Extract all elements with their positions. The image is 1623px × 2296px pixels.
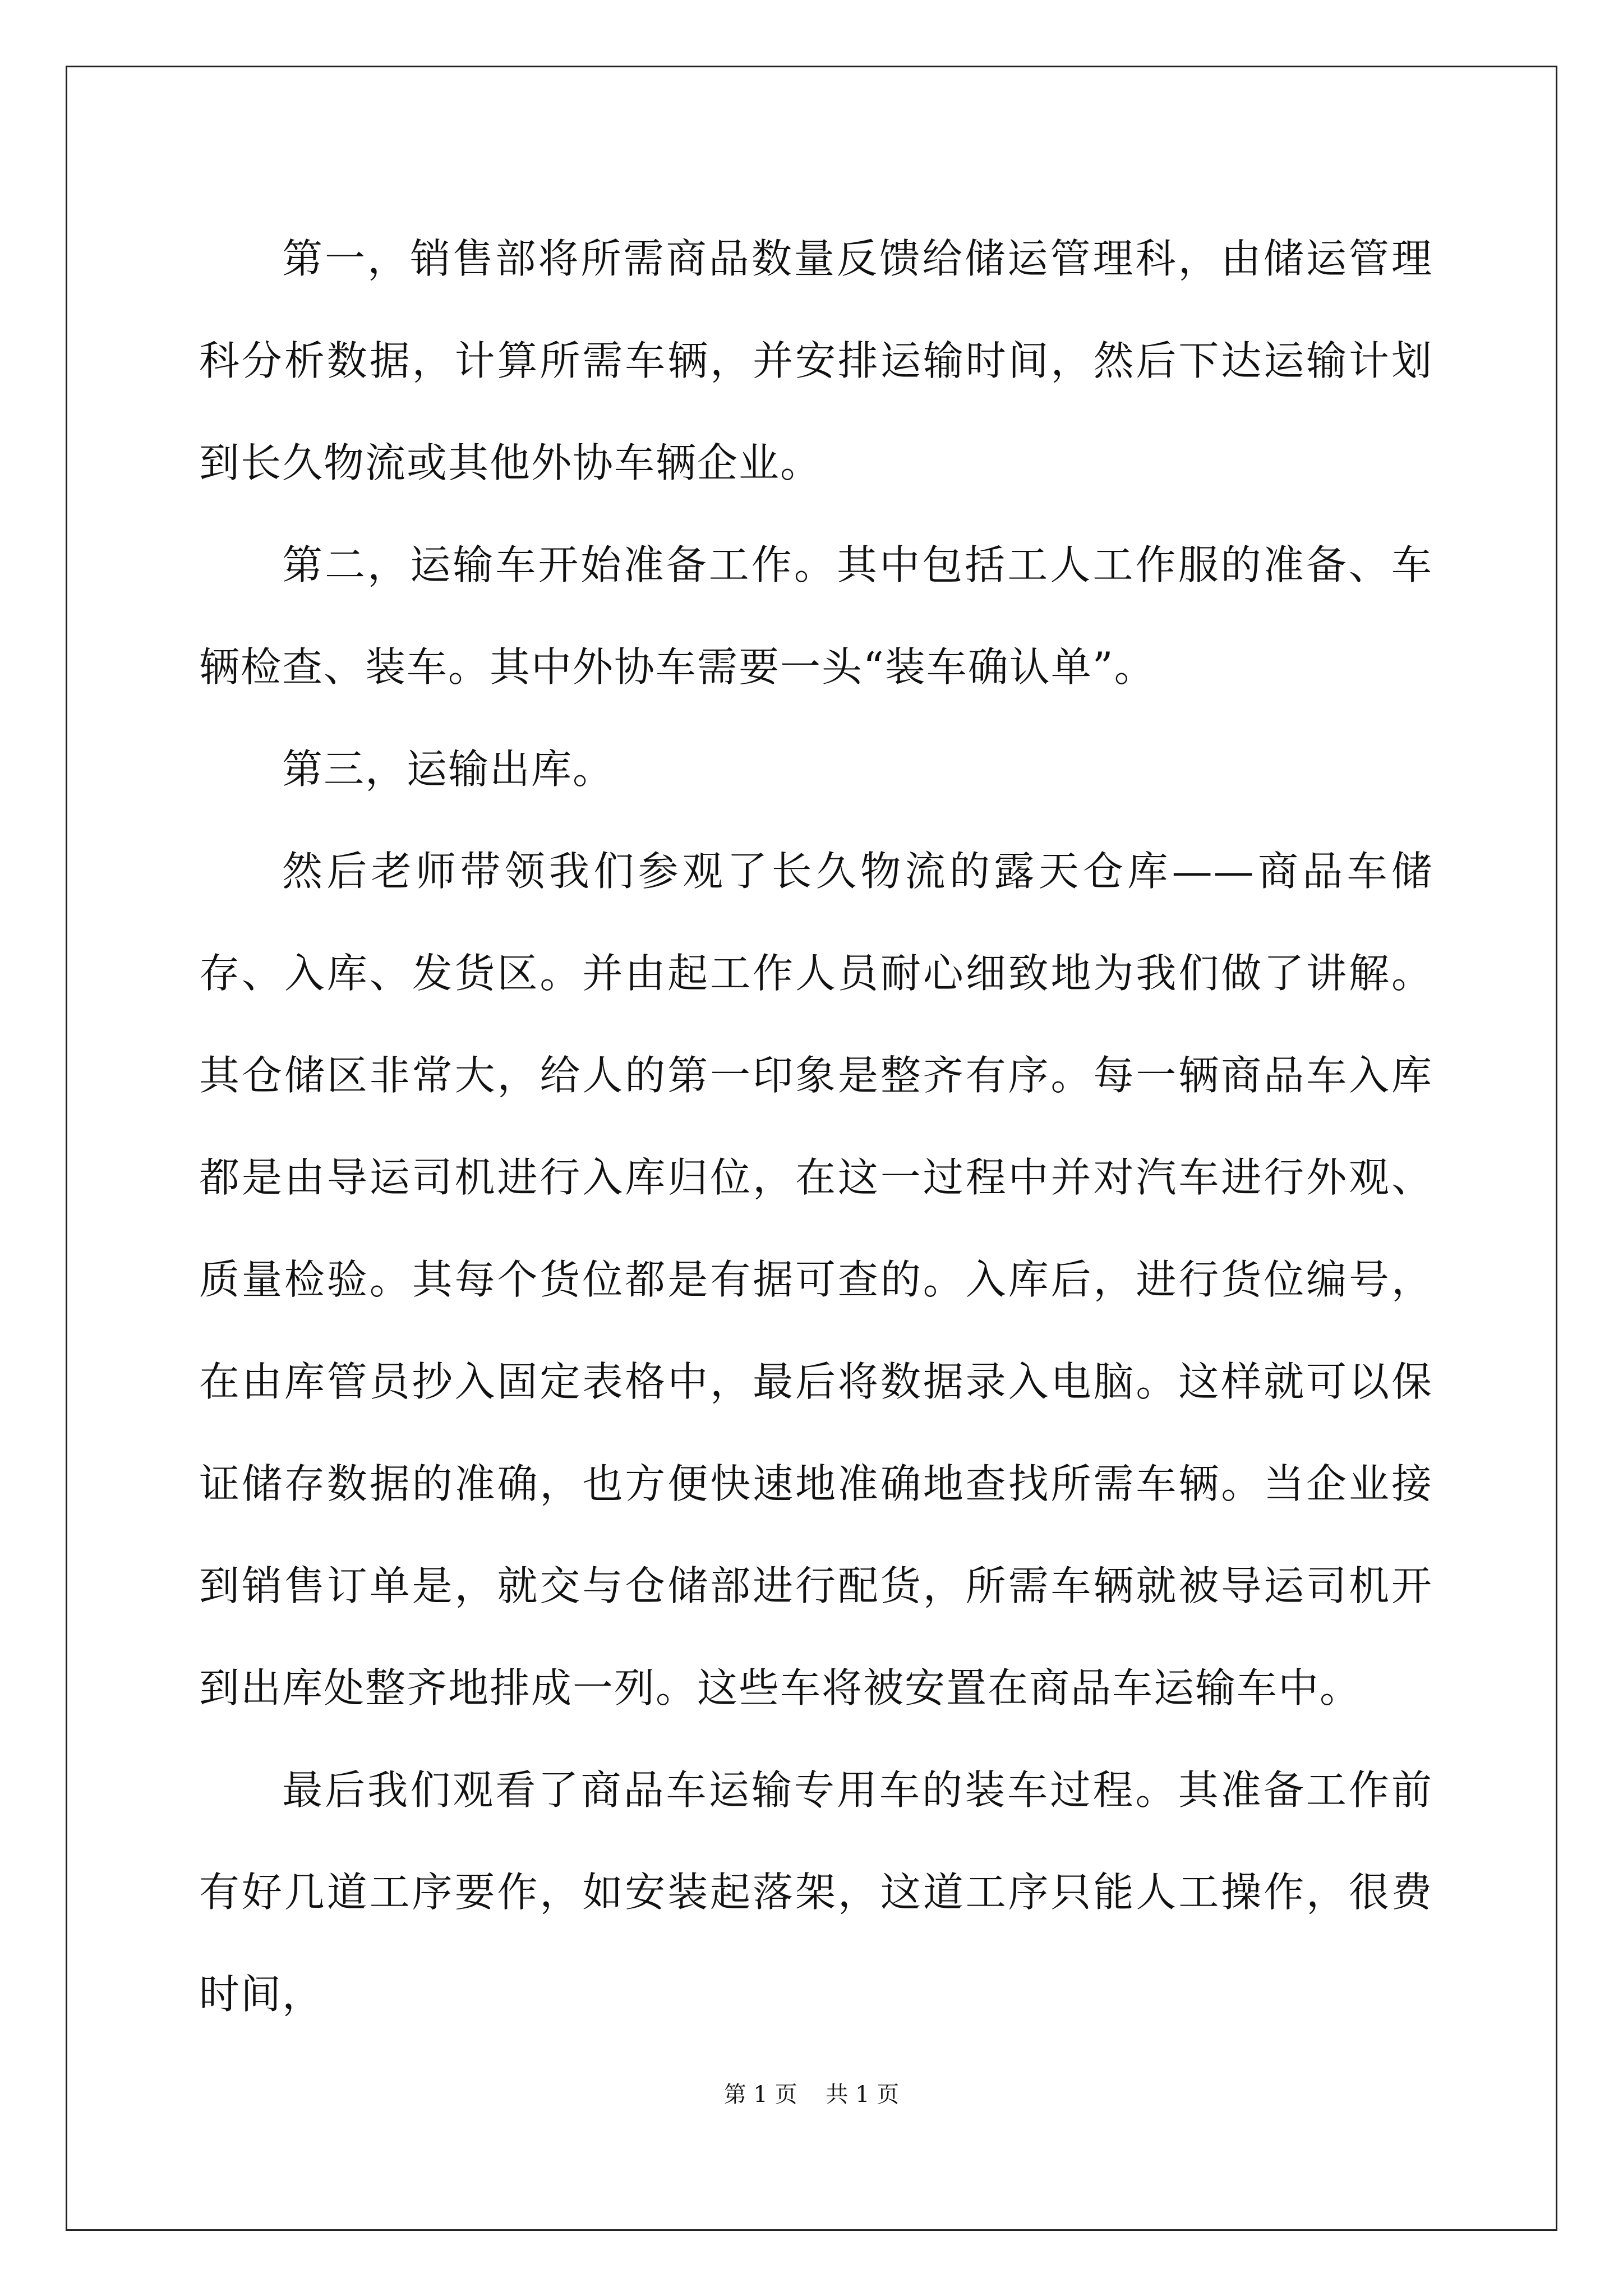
paragraph-3: 第三，运输出库。 (282, 746, 615, 793)
page-footer (0, 2077, 1623, 2109)
paragraph-5: 最后我们观看了商品车运输专用车的装车过程。其准备工作前有好几道工序要作，如安装起落架，这道工序只能人工操作，很费时间， (199, 1766, 1433, 2018)
paragraph-2: 第二，运输车开始准备工作。其中包括工人工作服的准备、车辆检查、装车。其中外协车需要一头“装车确认单”。 (199, 541, 1433, 691)
page-number: 第 1 页 共 1 页 (723, 2082, 900, 2108)
paragraph-4: 然后老师带领我们参观了长久物流的露天仓库——商品车储存、入库、发货区。并由起工作人员耐心细致地为我们做了讲解。其仓储区非常大，给人的第一印象是整齐有序。每一辆商品车入库都是由导运司机进行入库归位，在这一过程中并对汽车进行外观、质量检验。其每个货位都是有据可查的。入库后，进行货位编号，在由库管员抄入固定表格中，最后将数据录入电脑。这样就可以保证储存数据的准确，也方便快速地准确地查找所需车辆。当企业接到销售订单是，就交与仓储部进行配货，所需车辆就被导运司机开到出库处整齐地排成一列。这些车将被安置在商品车运输车中。 (199, 848, 1433, 1711)
paragraph-1: 第一，销售部将所需商品数量反馈给储运管理科，由储运管理科分析数据，计算所需车辆，并安排运输时间，然后下达运输计划到长久物流或其他外协车辆企业。 (199, 235, 1433, 486)
document-body (199, 208, 1433, 2045)
